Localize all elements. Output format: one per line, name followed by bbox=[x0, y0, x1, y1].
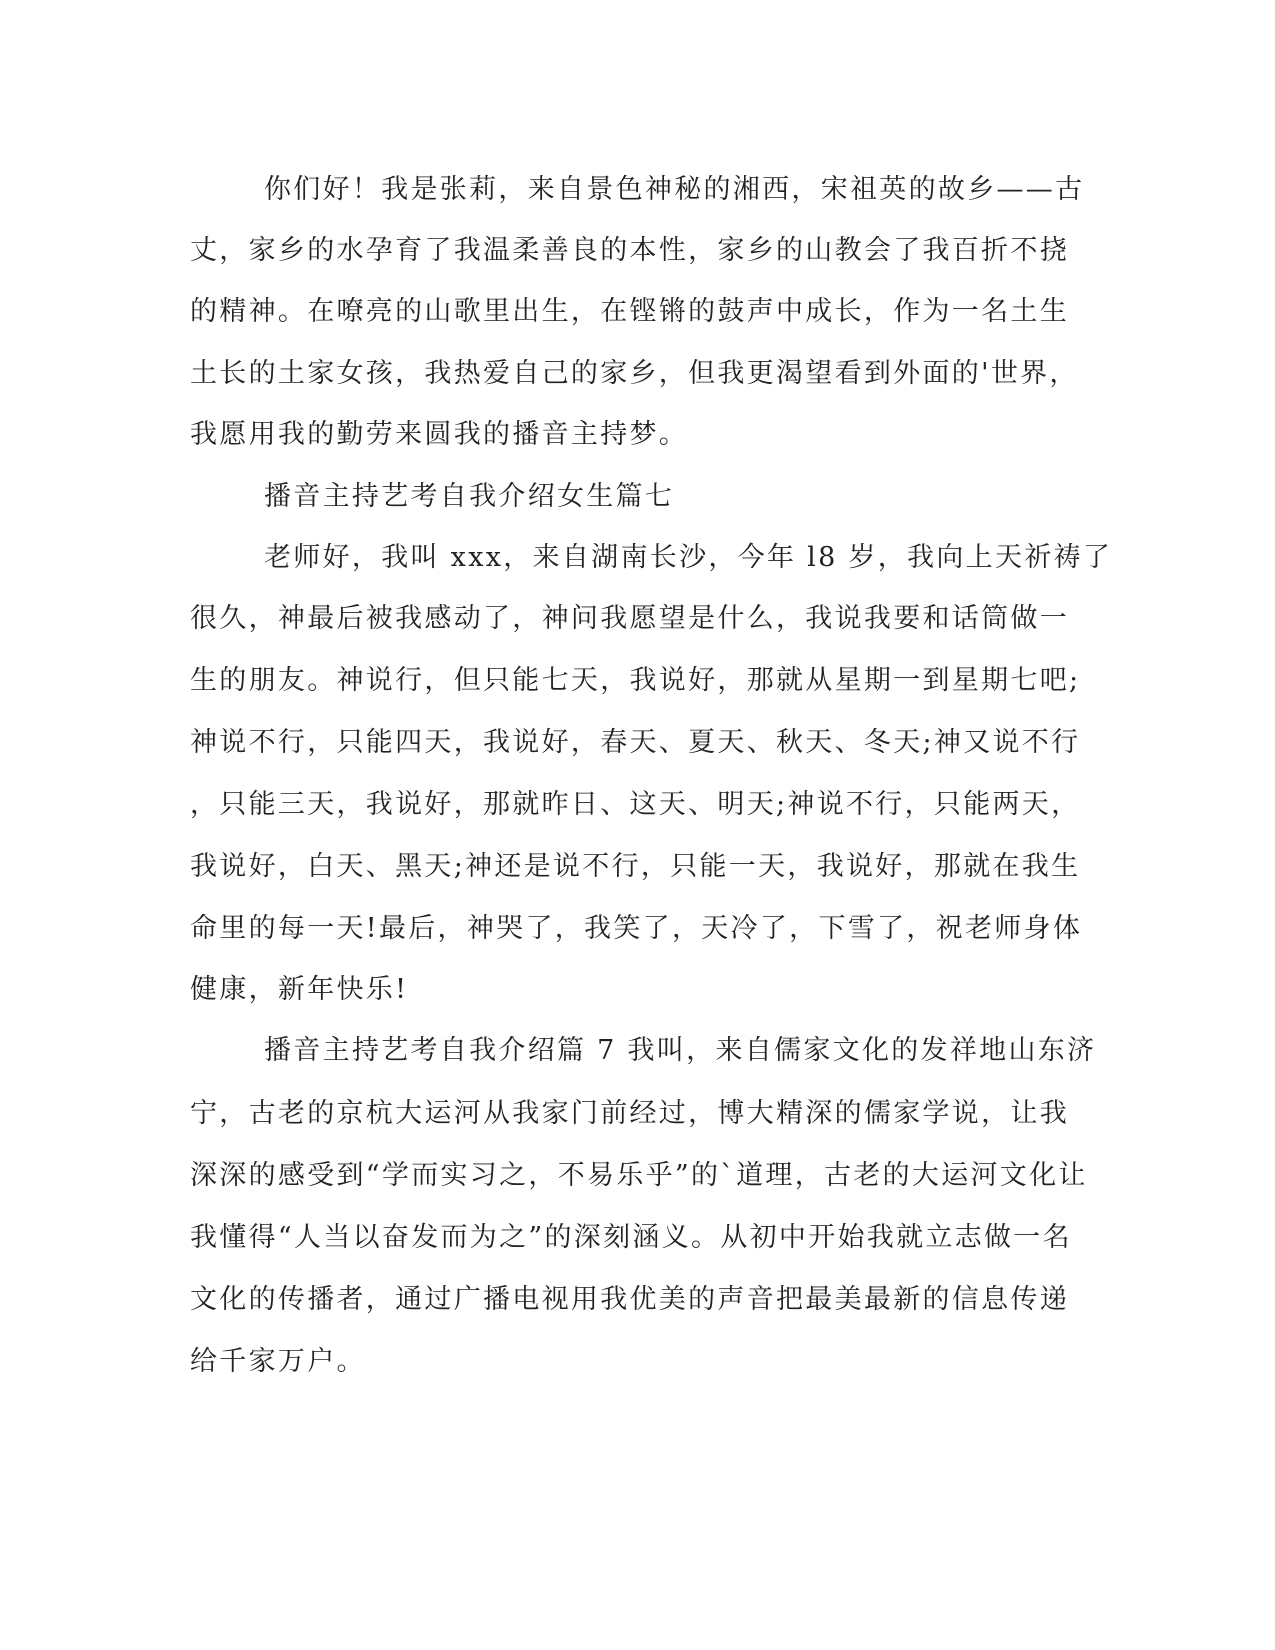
paragraph-2-line-2: 很久，神最后被我感动了，神问我愿望是什么，我说我要和话筒做一 bbox=[190, 603, 1069, 634]
paragraph-3-line-3: 深深的感受到“学而实习之，不易乐乎”的`道理，古老的大运河文化让 bbox=[190, 1160, 1088, 1191]
paragraph-2-line-4: 神说不行，只能四天，我说好，春天、夏天、秋天、冬天;神又说不行 bbox=[190, 727, 1081, 758]
paragraph-2-line-8: 健康，新年快乐! bbox=[190, 974, 409, 1005]
paragraph-3-line-4: 我懂得“人当以奋发而为之”的深刻涵义。从初中开始我就立志做一名 bbox=[190, 1222, 1072, 1253]
paragraph-3-line-5: 文化的传播者，通过广播电视用我优美的声音把最美最新的信息传递 bbox=[190, 1284, 1069, 1315]
paragraph-2-line-5: ，只能三天，我说好，那就昨日、这天、明天;神说不行，只能两天， bbox=[190, 789, 1081, 820]
paragraph-2-line-6: 我说好，白天、黑天;神还是说不行，只能一天，我说好，那就在我生 bbox=[190, 851, 1081, 882]
paragraph-1-line-4: 土长的土家女孩，我热爱自己的家乡，但我更渴望看到外面的'世界， bbox=[190, 358, 1079, 389]
paragraph-2-line-3: 生的朋友。神说行，但只能七天，我说好，那就从星期一到星期七吧; bbox=[190, 665, 1081, 696]
paragraph-3-line-1: 播音主持艺考自我介绍篇 7 我叫，来自儒家文化的发祥地山东济 bbox=[264, 1035, 1097, 1066]
paragraph-1-line-1: 你们好！我是张莉，来自景色神秘的湘西，宋祖英的故乡——古 bbox=[264, 174, 1085, 205]
section-heading: 播音主持艺考自我介绍女生篇七 bbox=[264, 481, 675, 512]
paragraph-2-line-1: 老师好，我叫 xxx，来自湖南长沙，今年 l8 岁，我向上天祈祷了 bbox=[264, 542, 1113, 573]
paragraph-3-line-6: 给千家万户。 bbox=[190, 1346, 366, 1377]
paragraph-1-line-3: 的精神。在嘹亮的山歌里出生，在铿锵的鼓声中成长，作为一名土生 bbox=[190, 296, 1069, 327]
paragraph-1-line-2: 丈，家乡的水孕育了我温柔善良的本性，家乡的山教会了我百折不挠 bbox=[190, 235, 1069, 266]
paragraph-3-line-2: 宁，古老的京杭大运河从我家门前经过，博大精深的儒家学说，让我 bbox=[190, 1098, 1069, 1129]
paragraph-1-line-5: 我愿用我的勤劳来圆我的播音主持梦。 bbox=[190, 419, 689, 450]
paragraph-2-line-7: 命里的每一天!最后，神哭了，我笑了，天冷了，下雪了，祝老师身体 bbox=[190, 913, 1083, 944]
